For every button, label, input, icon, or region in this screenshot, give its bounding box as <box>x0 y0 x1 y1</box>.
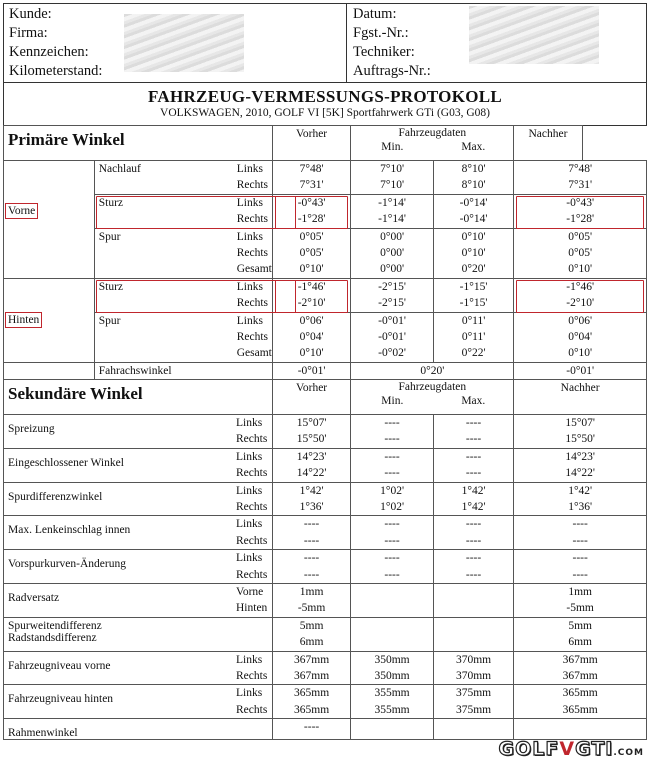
secondary-row <box>4 415 647 449</box>
value-line: -1°28' <box>297 213 326 226</box>
value-line: 0°04' <box>568 330 593 343</box>
secondary-row <box>4 516 647 550</box>
value-line: Links <box>236 280 263 293</box>
value-line: Links <box>236 230 263 243</box>
label-fgst: Fgst.-Nr.: <box>353 25 409 41</box>
fahrachswinkel-vorher: -0°01' <box>297 364 326 377</box>
value-line: 0°22' <box>461 347 486 360</box>
value-line: -0°14' <box>459 213 488 226</box>
value-line: -2°15' <box>378 280 406 293</box>
value-line: ---- <box>465 518 482 531</box>
group-label: Spur <box>98 230 121 243</box>
value-line: 0°06' <box>568 314 593 327</box>
secondary-heading: Sekundäre Winkel <box>8 384 143 404</box>
value-line: 0°05' <box>568 230 593 243</box>
value-line: Links <box>236 687 263 700</box>
value-line: 5mm <box>299 619 324 632</box>
value-line: -2°15' <box>378 297 406 310</box>
value-line: Rechts <box>236 246 269 259</box>
value-line: -1°46' <box>566 280 595 293</box>
value-line: 365mm <box>294 703 330 716</box>
value-line: 375mm <box>455 687 492 700</box>
value-line: 1°36' <box>568 501 593 514</box>
value-line: 14°23' <box>296 450 327 463</box>
value-line: Rechts <box>236 213 269 226</box>
value-line: 0°06' <box>299 314 324 327</box>
value-line: 0°10' <box>461 246 486 259</box>
value-line: ---- <box>303 721 320 734</box>
value-line: 1°36' <box>299 501 324 514</box>
value-line: 0°00' <box>380 246 405 259</box>
primary-row <box>4 278 647 312</box>
value-line: 365mm <box>294 687 330 700</box>
value-line: 8°10' <box>461 163 486 175</box>
secondary-label: Vorspurkurven-Änderung <box>8 558 126 571</box>
value-line: Rechts <box>236 669 268 682</box>
value-line: Hinten <box>236 602 268 615</box>
value-line: 1°42' <box>568 484 593 497</box>
value-line: 7°48' <box>568 163 593 175</box>
col-nachher: Nachher <box>528 128 568 140</box>
value-line: 5mm <box>568 619 592 632</box>
value-line: -1°15' <box>459 280 488 293</box>
vehicle-subtitle: VOLKSWAGEN, 2010, GOLF VI [5K] Sportfahrwerk GTi (G03, G08) <box>160 107 490 119</box>
value-line <box>351 584 433 600</box>
value-line: 1°02' <box>380 501 405 514</box>
value-line: 350mm <box>374 669 410 682</box>
value-line: 8°10' <box>461 179 486 192</box>
value-line: ---- <box>465 552 482 565</box>
value-line: Links <box>236 163 263 175</box>
secondary-row <box>4 685 647 719</box>
col-min: Min. <box>381 395 404 408</box>
value-line <box>351 719 433 735</box>
axle-label-hinten: Hinten <box>5 312 42 328</box>
label-techniker: Techniker: <box>353 44 415 60</box>
value-line: ---- <box>384 518 400 531</box>
value-line: 6mm <box>299 636 324 649</box>
secondary-label: Rahmenwinkel <box>8 727 78 740</box>
value-line: -2°10' <box>566 297 595 310</box>
value-line: 367mm <box>294 653 330 666</box>
value-line: 15°07' <box>296 417 327 430</box>
label-firma: Firma: <box>9 25 48 41</box>
value-line: ---- <box>303 518 320 531</box>
value-line: 0°10' <box>299 263 324 276</box>
value-line <box>351 634 433 650</box>
value-line: 0°11' <box>461 330 486 343</box>
value-line: Gesamt <box>236 263 272 276</box>
col-fahrzeugdaten: Fahrzeugdaten <box>398 381 467 394</box>
value-line: Links <box>236 450 263 463</box>
value-line: ---- <box>384 417 400 430</box>
value-line: 6mm <box>568 636 592 649</box>
value-line: 0°05' <box>568 246 593 259</box>
value-line <box>434 719 514 735</box>
secondary-label: Max. Lenkeinschlag innen <box>8 524 131 537</box>
value-line: ---- <box>572 534 588 547</box>
value-line: ---- <box>572 568 588 581</box>
redacted-order-info <box>469 6 599 64</box>
value-line: 365mm <box>562 687 598 700</box>
value-line: 14°23' <box>565 450 595 463</box>
value-line: 0°10' <box>461 230 486 243</box>
label-kennzeichen: Kennzeichen: <box>9 44 89 60</box>
highlight-box <box>96 196 296 229</box>
value-line: ---- <box>384 552 400 565</box>
value-line: 375mm <box>455 703 492 716</box>
fahrachswinkel-soll: 0°20' <box>420 364 445 377</box>
label-kilometerstand: Kilometerstand: <box>9 63 103 79</box>
fahrachswinkel-label: Fahrachswinkel <box>98 364 172 377</box>
value-line: ---- <box>465 433 482 446</box>
col-vorher: Vorher <box>296 382 328 395</box>
value-line: 7°31' <box>568 179 593 192</box>
value-line: -2°10' <box>297 297 326 310</box>
value-line: Rechts <box>236 534 268 547</box>
value-line: Rechts <box>236 467 268 480</box>
value-line: 0°10' <box>299 347 324 360</box>
secondary-row <box>4 651 647 685</box>
header-divider <box>346 4 347 82</box>
value-line: Gesamt <box>236 347 272 360</box>
value-line: 370mm <box>455 653 492 666</box>
value-line: 7°31' <box>299 179 324 192</box>
value-line: Links <box>236 314 263 327</box>
value-line: Rechts <box>236 568 268 581</box>
document-title: FAHRZEUG-VERMESSUNGS-PROTOKOLL <box>147 87 503 106</box>
value-line: 0°20' <box>461 263 486 276</box>
value-line <box>434 634 514 650</box>
value-line <box>351 618 433 634</box>
highlight-box <box>275 280 348 313</box>
value-line: 367mm <box>294 669 330 682</box>
primary-row <box>4 228 647 278</box>
value-line: 1mm <box>568 585 592 598</box>
secondary-row <box>4 719 647 740</box>
value-line: 0°05' <box>299 230 324 243</box>
group-label: Sturz <box>98 280 124 293</box>
highlight-box <box>516 280 644 313</box>
value-line: 0°00' <box>380 263 405 276</box>
secondary-row <box>4 550 647 584</box>
value-line: ---- <box>303 552 320 565</box>
value-line: 365mm <box>562 703 598 716</box>
value-line: 355mm <box>374 703 410 716</box>
primary-row <box>4 161 647 195</box>
value-line: ---- <box>465 450 482 463</box>
highlight-box <box>275 196 348 229</box>
primary-row <box>4 312 647 362</box>
value-line: -1°14' <box>378 196 406 209</box>
value-line: ---- <box>465 417 482 430</box>
redacted-customer-info <box>124 14 244 72</box>
value-line: Vorne <box>236 585 264 598</box>
value-line: 7°48' <box>299 163 324 175</box>
value-line: -0°01' <box>378 330 406 343</box>
value-line: 15°50' <box>565 433 595 446</box>
col-max: Max. <box>461 395 486 408</box>
value-line: 350mm <box>374 653 410 666</box>
value-line: 0°10' <box>568 347 593 360</box>
value-line: -1°28' <box>566 213 595 226</box>
header-box <box>3 3 647 83</box>
label-kunde: Kunde: <box>9 6 52 22</box>
value-line: 14°22' <box>565 467 595 480</box>
group-label: Spur <box>98 314 121 327</box>
col-min: Min. <box>381 141 404 153</box>
value-line: -0°14' <box>459 196 488 209</box>
value-line <box>434 600 514 616</box>
value-line: Links <box>236 417 263 430</box>
secondary-label: Eingeschlossener Winkel <box>8 456 124 469</box>
primary-row <box>4 194 647 228</box>
value-line: -1°14' <box>378 213 406 226</box>
value-line: 1°02' <box>380 484 405 497</box>
value-line: -1°15' <box>459 297 488 310</box>
highlight-box <box>96 280 296 313</box>
secondary-label: Spreizung <box>8 423 55 436</box>
value-line: 355mm <box>374 687 410 700</box>
value-line: 14°22' <box>296 467 327 480</box>
col-vorher: Vorher <box>296 128 328 140</box>
col-nachher: Nachher <box>560 382 600 395</box>
value-line: 0°05' <box>299 246 324 259</box>
value-line: 1mm <box>299 585 324 598</box>
value-line: Links <box>236 653 263 666</box>
group-label: Sturz <box>98 196 124 209</box>
value-line: -1°46' <box>297 280 326 293</box>
golfgti-logo: GOLFVGTI.COM <box>498 738 644 760</box>
col-fahrzeugdaten: Fahrzeugdaten <box>398 127 467 139</box>
value-line: Rechts <box>236 433 268 446</box>
value-line: 367mm <box>562 669 598 682</box>
value-line: ---- <box>572 552 588 565</box>
value-line: ---- <box>384 534 400 547</box>
value-line: ---- <box>384 450 400 463</box>
value-line: ---- <box>303 568 320 581</box>
value-line: ---- <box>303 534 320 547</box>
value-line <box>514 719 646 735</box>
value-line: 7°10' <box>380 163 405 175</box>
value-line: -0°43' <box>566 196 595 209</box>
value-line: ---- <box>572 518 588 531</box>
value-line: Links <box>236 552 263 565</box>
value-line: Rechts <box>236 330 269 343</box>
value-line <box>434 618 514 634</box>
value-line: -5mm <box>297 602 326 615</box>
label-auftrag: Auftrags-Nr.: <box>353 63 431 79</box>
axle-label-vorne: Vorne <box>5 203 38 219</box>
value-line: ---- <box>384 568 400 581</box>
highlight-box <box>516 196 644 229</box>
value-line: 367mm <box>562 653 598 666</box>
primary-heading: Primäre Winkel <box>8 130 125 149</box>
value-line: Links <box>236 196 263 209</box>
value-line: Rechts <box>236 703 268 716</box>
secondary-row <box>4 583 647 617</box>
secondary-label: Radversatz <box>8 591 60 604</box>
fahrachswinkel-nachher: -0°01' <box>566 364 595 377</box>
label-datum: Datum: <box>353 6 397 22</box>
value-line <box>351 600 433 616</box>
value-line: -0°43' <box>297 196 326 209</box>
value-line: ---- <box>465 467 482 480</box>
value-line: 7°10' <box>380 179 405 192</box>
value-line: Rechts <box>236 501 268 514</box>
secondary-label: Fahrzeugniveau vorne <box>8 659 111 672</box>
title-box <box>3 81 647 126</box>
value-line: ---- <box>465 568 482 581</box>
value-line: 1°42' <box>461 484 486 497</box>
value-line: 1°42' <box>461 501 486 514</box>
secondary-label: Fahrzeugniveau hinten <box>8 693 114 706</box>
value-line: 0°10' <box>568 263 593 276</box>
value-line: ---- <box>384 467 400 480</box>
value-line: Links <box>236 518 263 531</box>
measurement-table <box>3 125 647 740</box>
value-line: 0°04' <box>299 330 324 343</box>
value-line: 0°11' <box>461 314 486 327</box>
value-line: -5mm <box>566 602 594 615</box>
value-line: ---- <box>465 534 482 547</box>
secondary-label: Spurweitendifferenz <box>8 619 102 632</box>
value-line: Links <box>236 484 263 497</box>
value-line: 1°42' <box>299 484 324 497</box>
secondary-row <box>4 448 647 482</box>
value-line: Rechts <box>236 297 269 310</box>
value-line: 15°07' <box>565 417 595 430</box>
col-max: Max. <box>461 141 486 153</box>
value-line: ---- <box>384 433 400 446</box>
secondary-label-2: Radstandsdifferenz <box>8 631 97 644</box>
value-line <box>434 584 514 600</box>
value-line: -0°01' <box>378 314 406 327</box>
value-line: 15°50' <box>296 433 327 446</box>
group-label: Nachlauf <box>98 163 141 175</box>
value-line: -0°02' <box>378 347 406 360</box>
secondary-label: Spurdifferenzwinkel <box>8 490 103 503</box>
value-line: 0°00' <box>380 230 405 243</box>
secondary-row <box>4 482 647 516</box>
value-line: Rechts <box>236 179 269 192</box>
value-line: 370mm <box>455 669 492 682</box>
secondary-row <box>4 617 647 651</box>
